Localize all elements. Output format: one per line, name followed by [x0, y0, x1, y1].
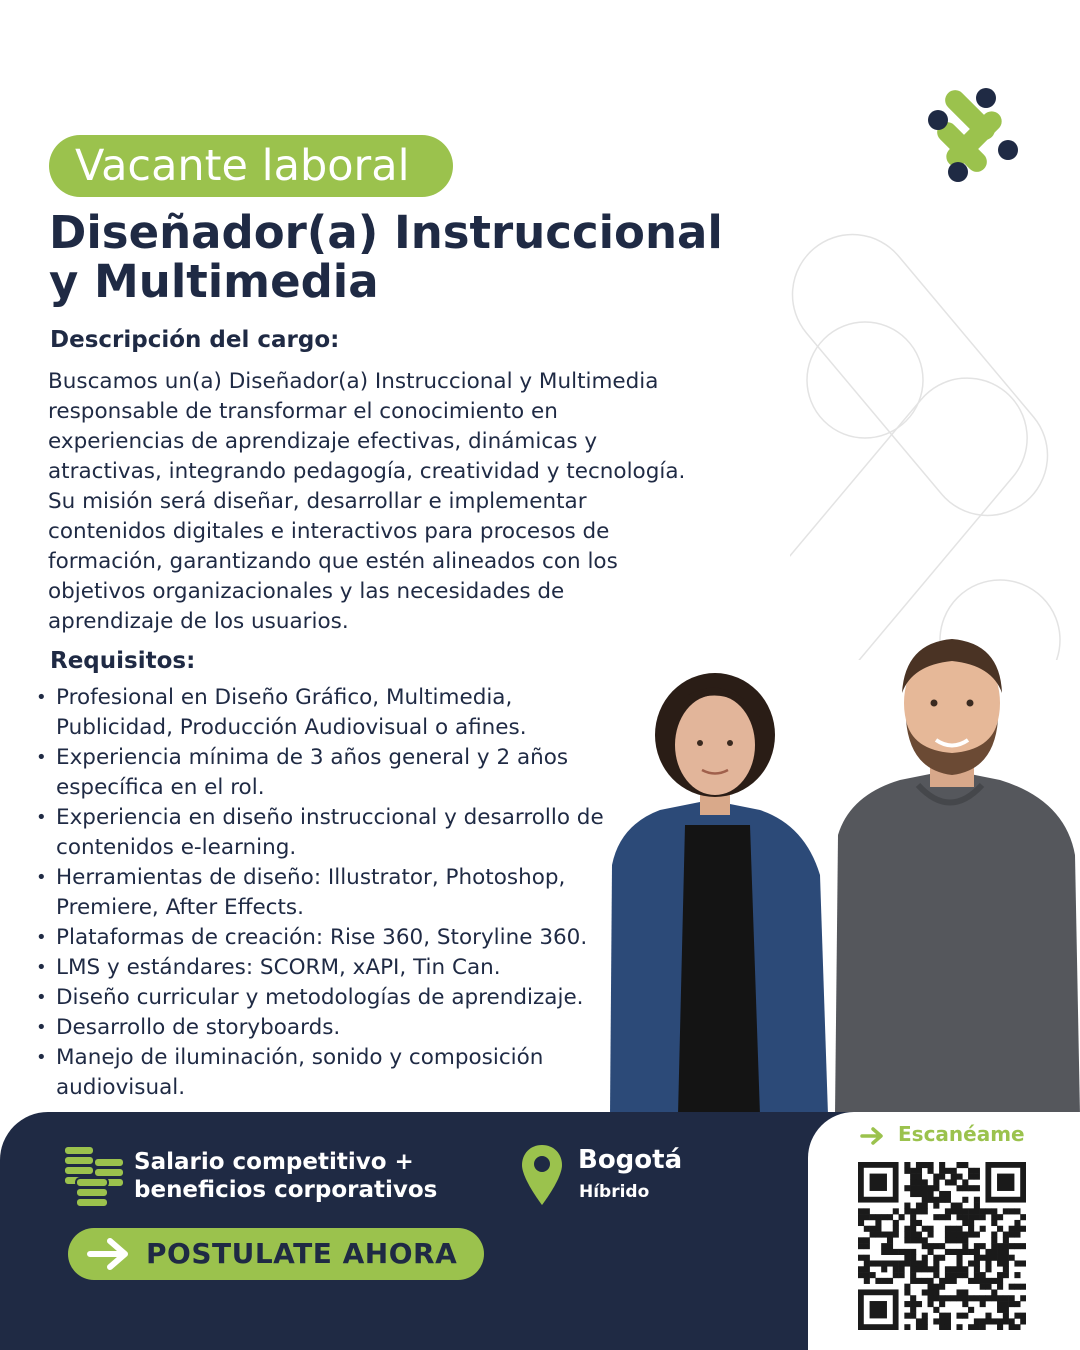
- apply-now-button[interactable]: [68, 1228, 484, 1280]
- requirement-item: • Herramientas de diseño: Illustrator, Photoshop, Premiere, After Effects.: [36, 863, 616, 923]
- job-title-line-1: Diseñador(a) Instruccional: [49, 206, 723, 259]
- company-logo: [922, 86, 1026, 186]
- salary-text: Salario competitivo + beneficios corporativos: [134, 1149, 438, 1203]
- background-decoration: [790, 200, 1080, 660]
- team-photo: [600, 625, 1080, 1115]
- apply-now-label: POSTULATE AHORA: [146, 1237, 458, 1270]
- requirement-item: • Experiencia mínima de 3 años general y 2 años específica en el rol.: [36, 743, 616, 803]
- requirement-item: • Diseño curricular y metodologías de aprendizaje.: [36, 983, 616, 1013]
- work-mode: Híbrido: [579, 1182, 650, 1202]
- description-heading: Descripción del cargo:: [50, 327, 340, 353]
- requirement-item: • Profesional en Diseño Gráfico, Multimedia, Publicidad, Producción Audiovisual o afines.: [36, 683, 616, 743]
- description-text: Buscamos un(a) Diseñador(a) Instruccional y Multimedia responsable de transformar el conocimiento en experiencias de aprendizaje efectivas, dinámicas y atractivas, integrando pedagogía, creatividad y tecnología. Su misión será diseñar, desarrollar e implementar contenidos digitales e interactivos para procesos de formación, garantizando que estén alineados con los objetivos organizacionales y las necesidades de aprendizaje de los usuarios.: [48, 369, 686, 634]
- location-city: Bogotá: [578, 1145, 683, 1175]
- requirements-heading: Requisitos:: [50, 648, 196, 674]
- arrow-right-icon: [860, 1127, 886, 1145]
- requirement-item: • Experiencia en diseño instruccional y desarrollo de contenidos e-learning.: [36, 803, 616, 863]
- requirement-item: • Manejo de iluminación, sonido y composición audiovisual.: [36, 1043, 616, 1103]
- person-woman: [610, 673, 828, 1115]
- person-man: [835, 639, 1080, 1115]
- job-title-line-2: y Multimedia: [49, 255, 379, 308]
- job-title: [49, 208, 729, 306]
- arrow-right-icon: [86, 1237, 132, 1271]
- scan-me-label: Escanéame: [898, 1122, 1025, 1146]
- requirements-list: [36, 683, 616, 1103]
- vacancy-badge: Vacante laboral: [49, 135, 453, 197]
- map-pin-icon: [520, 1143, 564, 1207]
- requirement-item: • Plataformas de creación: Rise 360, Storyline 360.: [36, 923, 616, 953]
- coins-stack-icon: [62, 1140, 126, 1208]
- requirement-item: • LMS y estándares: SCORM, xAPI, Tin Can.: [36, 953, 616, 983]
- qr-code[interactable]: [858, 1162, 1026, 1330]
- requirement-item: • Desarrollo de storyboards.: [36, 1013, 616, 1043]
